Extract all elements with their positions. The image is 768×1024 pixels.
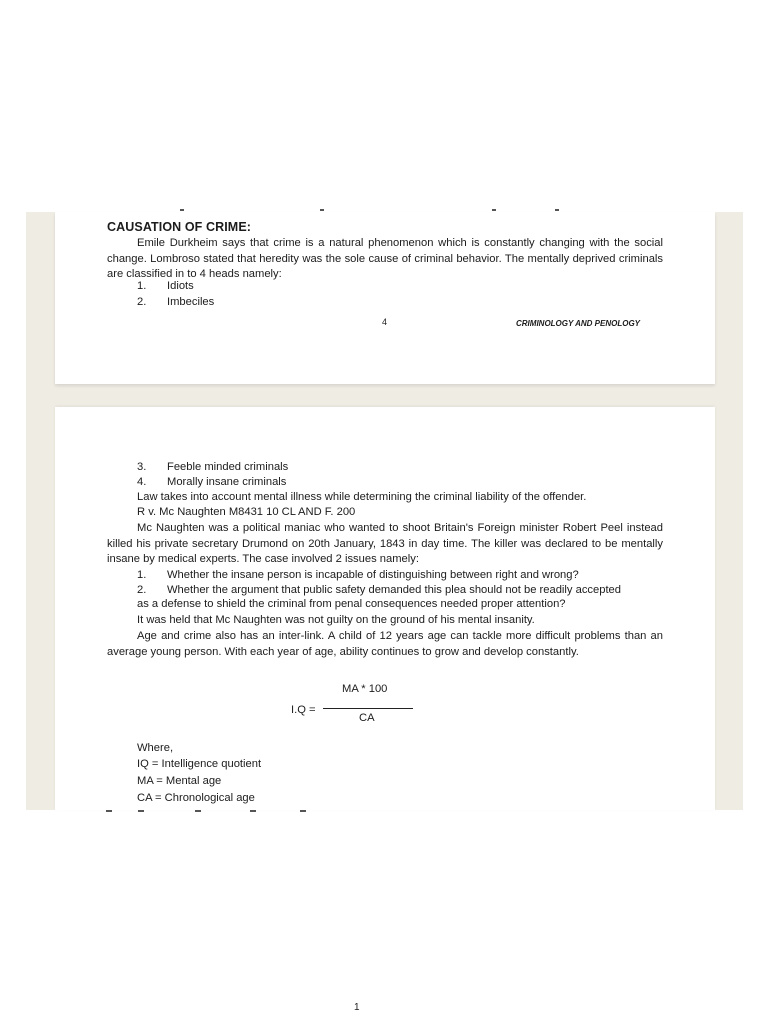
footer-page-number: 4: [382, 317, 388, 327]
list-item-number: 1.: [137, 280, 147, 292]
definition-line: CA = Chronological age: [137, 792, 255, 804]
fraction-bar: [323, 708, 413, 709]
case-paragraph: Mc Naughten was a political maniac who wanted to shoot Britain's Foreign minister Robert Peel instead killed his private secretary Drumond on 20th January, 1843 in day time. The killer was declared to be mentally insane by medical experts. The case involved 2 issues namely:: [107, 522, 663, 565]
case-citation: R v. Mc Naughten M8431 10 CL AND F. 200: [137, 506, 356, 518]
issue-item-continuation: as a defense to shield the criminal from penal consequences needed proper attention?: [137, 598, 566, 610]
definition-line: IQ = Intelligence quotient: [137, 758, 262, 770]
issue-number: 1.: [137, 569, 147, 581]
issue-item: Whether the insane person is incapable of distinguishing between right and wrong?: [167, 569, 579, 581]
formula-lhs: I.Q =: [291, 704, 316, 716]
list-item-number: 4.: [137, 476, 147, 488]
section-heading: CAUSATION OF CRIME:: [107, 220, 252, 234]
causation-paragraph: Emile Durkheim says that crime is a natural phenomenon which is constantly changing with the social change. Lombroso stated that heredity was the sole cause of criminal behavior. The mentally deprived criminals are classified in to 4 heads namely:: [107, 237, 663, 280]
list-item: Imbeciles: [167, 296, 215, 308]
issue-item: Whether the argument that public safety demanded this plea should not be readily accepted: [167, 584, 622, 596]
formula-denominator: CA: [359, 712, 375, 724]
list-item-number: 2.: [137, 296, 147, 308]
issue-number: 2.: [137, 584, 147, 596]
list-item: Feeble minded criminals: [167, 461, 289, 473]
formula-numerator: MA * 100: [342, 683, 388, 695]
list-item: Idiots: [167, 280, 194, 292]
cropped-text-remnant: [100, 810, 320, 814]
page-number: 1: [354, 1002, 360, 1013]
list-item-number: 3.: [137, 461, 147, 473]
definition-line: MA = Mental age: [137, 775, 222, 787]
where-label: Where,: [137, 742, 174, 754]
age-paragraph: Age and crime also has an inter-link. A child of 12 years age can tackle more difficult problems than an average young person. With each year of age, ability continues to grow and develop constantly.: [107, 630, 663, 658]
list-item: Morally insane criminals: [167, 476, 287, 488]
held-line: It was held that Mc Naughten was not guilty on the ground of his mental insanity.: [137, 614, 535, 626]
footer-title: CRIMINOLOGY AND PENOLOGY: [516, 319, 641, 328]
law-line: Law takes into account mental illness while determining the criminal liability of the offender.: [137, 491, 587, 503]
